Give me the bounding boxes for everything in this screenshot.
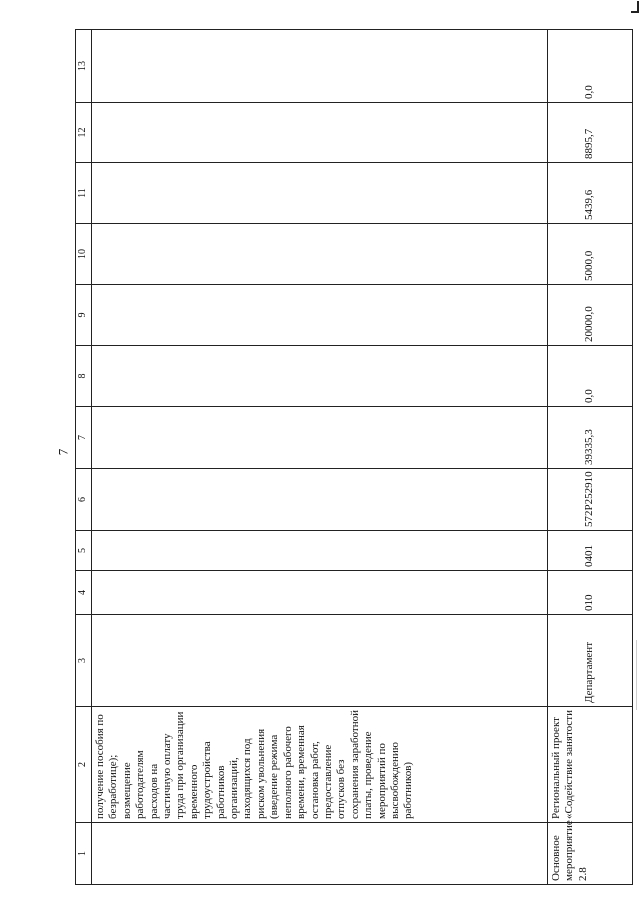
cell-value: 5439,6	[547, 163, 632, 224]
col-number-11: 11	[76, 163, 92, 224]
cell-empty	[92, 224, 548, 285]
cell-empty	[92, 823, 548, 885]
cell-value: 8895,7	[547, 103, 632, 163]
cell-empty	[92, 163, 548, 224]
budget-table-rotated	[75, 30, 633, 885]
cell-value: 0,0	[547, 346, 632, 407]
col-number-8: 8	[76, 346, 92, 407]
cell-empty	[92, 407, 548, 469]
page-number: 7	[55, 448, 71, 456]
cell-empty	[92, 469, 548, 531]
cell-measure-code: Основное мероприятие 2.8	[547, 823, 632, 885]
table-row	[92, 30, 548, 885]
cell-target-code: 572P252910	[547, 469, 632, 531]
cell-measure-description: получение пособия по безработице); возмещение работодателям расходов на частичную оплату труда при организации временного трудоустройства работников организаций, находящихся под риском увольнения (введение режима неполного рабочего времени, временная остановка работ, предоставление отпусков без сохранения заработной платы, проведение мероприятий по высвобождению работников)	[92, 707, 548, 823]
col-number-3: 3	[76, 615, 92, 707]
col-number-10: 10	[76, 224, 92, 285]
table-row	[547, 30, 632, 885]
cell-executor: Департамент	[547, 615, 632, 707]
cell-empty	[92, 346, 548, 407]
col-number-7: 7	[76, 407, 92, 469]
cell-project-name: Региональный проект «Содействие занятости	[547, 707, 632, 823]
col-number-5: 5	[76, 531, 92, 571]
cell-empty	[92, 285, 548, 346]
col-number-4: 4	[76, 571, 92, 615]
cell-section: 0401	[547, 531, 632, 571]
cell-value: 20000,0	[547, 285, 632, 346]
cell-empty	[92, 571, 548, 615]
cell-value: 0,0	[547, 30, 632, 103]
col-number-2: 2	[76, 707, 92, 823]
cell-value: 5000,0	[547, 224, 632, 285]
scan-mark	[636, 640, 637, 710]
cell-empty	[92, 103, 548, 163]
cell-empty	[92, 615, 548, 707]
col-number-13: 13	[76, 30, 92, 103]
col-number-12: 12	[76, 103, 92, 163]
cell-empty	[92, 531, 548, 571]
col-number-9: 9	[76, 285, 92, 346]
column-number-row	[76, 30, 92, 885]
cell-grbs: 010	[547, 571, 632, 615]
col-number-1: 1	[76, 823, 92, 885]
cell-value-total: 39335,3	[547, 407, 632, 469]
cell-empty	[92, 30, 548, 103]
corner-mark	[631, 1, 639, 13]
budget-table	[75, 29, 633, 885]
col-number-6: 6	[76, 469, 92, 531]
